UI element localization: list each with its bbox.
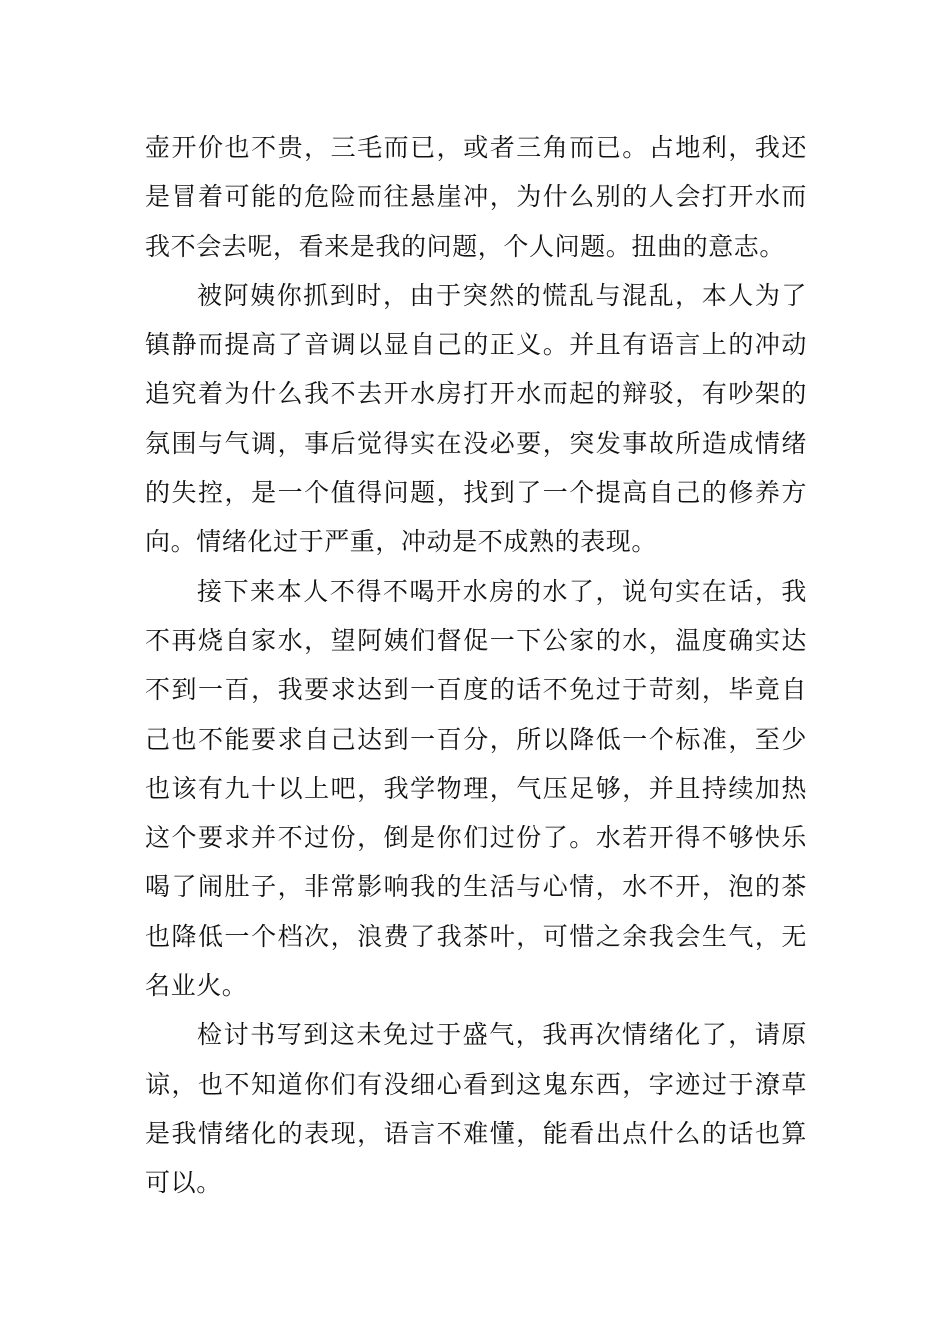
- paragraph-4: 检讨书写到这未免过于盛气，我再次情绪化了，请原谅，也不知道你们有没细心看到这鬼东西，字迹过于潦草是我情绪化的表现，语言不难懂，能看出点什么的话也算可以。: [145, 1020, 807, 1198]
- paragraph-1: 壶开价也不贵，三毛而已，或者三角而已。占地利，我还是冒着可能的危险而往悬崖冲，为什么别的人会打开水而我不会去呢，看来是我的问题，个人问题。扭曲的意志。: [145, 133, 807, 261]
- document-page: [145, 123, 807, 1208]
- paragraph-2: 被阿姨你抓到时，由于突然的慌乱与混乱，本人为了镇静而提高了音调以显自己的正义。并且有语言上的冲动追究着为什么我不去开水房打开水而起的辩驳，有吵架的氛围与气调，事后觉得实在没必要，突发事故所造成情绪的失控，是一个值得问题，找到了一个提高自己的修养方向。情绪化过于严重，冲动是不成熟的表现。: [145, 280, 807, 557]
- paragraph-3: 接下来本人不得不喝开水房的水了，说句实在话，我不再烧自家水，望阿姨们督促一下公家的水，温度确实达不到一百，我要求达到一百度的话不免过于苛刻，毕竟自己也不能要求自己达到一百分，所以降低一个标准，至少也该有九十以上吧，我学物理，气压足够，并且持续加热这个要求并不过份，倒是你们过份了。水若开得不够快乐喝了闹肚子，非常影响我的生活与心情，水不开，泡的茶也降低一个档次，浪费了我茶叶，可惜之余我会生气，无名业火。: [145, 576, 807, 1001]
